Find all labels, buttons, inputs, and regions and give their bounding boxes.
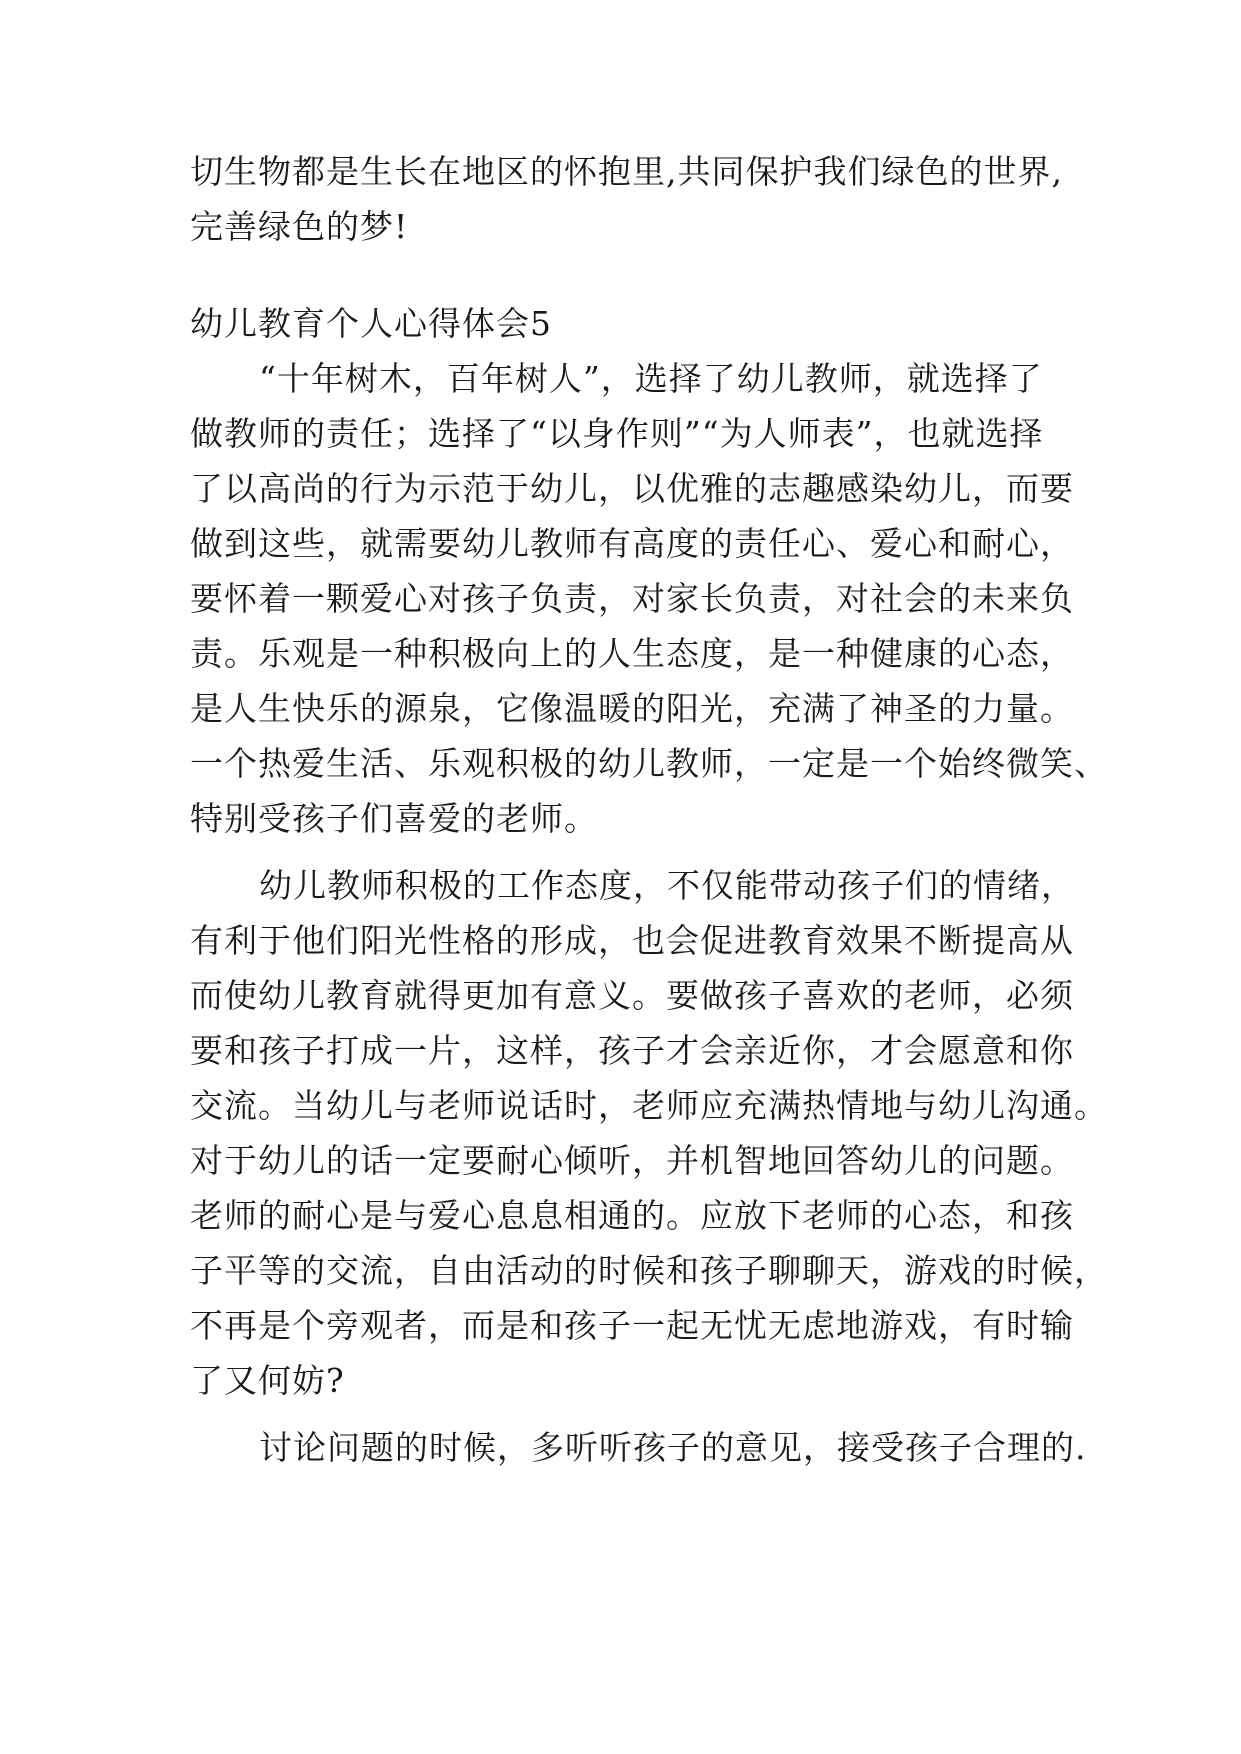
- text-line: 完善绿色的梦!: [190, 207, 409, 246]
- text-line: 幼儿教师积极的工作态度，不仅能带动孩子们的情绪，: [259, 866, 1075, 905]
- text-line: 切生物都是生长在地区的怀抱里,共同保护我们绿色的世界,: [190, 152, 1063, 191]
- text-line: 是人生快乐的源泉，它像温暖的阳光，充满了神圣的力量。: [190, 689, 1074, 728]
- text-line: 责。乐观是一种积极向上的人生态度，是一种健康的心态，: [190, 634, 1074, 673]
- text-line: 特别受孩子们喜爱的老师。: [190, 799, 598, 838]
- text-line: 做教师的责任；选择了“以身作则”“为人师表”，也就选择: [190, 414, 1044, 453]
- text-line: 老师的耐心是与爱心息息相通的。应放下老师的心态，和孩: [190, 1196, 1074, 1235]
- text-line: 讨论问题的时候，多听听孩子的意见，接受孩子合理的.: [259, 1428, 1087, 1467]
- text-line: 一个热爱生活、乐观积极的幼儿教师，一定是一个始终微笑、: [190, 744, 1108, 783]
- section-title: 幼儿教育个人心得体会5: [190, 304, 552, 343]
- text-line: 对于幼儿的话一定要耐心倾听，并机智地回答幼儿的问题。: [190, 1141, 1074, 1180]
- text-line: 要怀着一颗爱心对孩子负责，对家长负责，对社会的未来负: [190, 579, 1074, 618]
- text-line: 子平等的交流，自由活动的时候和孩子聊聊天，游戏的时候，: [190, 1251, 1108, 1290]
- text-line: 交流。当幼儿与老师说话时，老师应充满热情地与幼儿沟通。: [190, 1086, 1108, 1125]
- text-line: 有利于他们阳光性格的形成，也会促进教育效果不断提高从: [190, 921, 1074, 960]
- text-line: 了又何妨?: [190, 1361, 345, 1400]
- text-line: 不再是个旁观者，而是和孩子一起无忧无虑地游戏，有时输: [190, 1306, 1074, 1345]
- text-line: 要和孩子打成一片，这样，孩子才会亲近你，才会愿意和你: [190, 1031, 1074, 1070]
- text-line: 而使幼儿教育就得更加有意义。要做孩子喜欢的老师，必须: [190, 976, 1074, 1015]
- text-line: “十年树木，百年树人”，选择了幼儿教师，就选择了: [259, 359, 1043, 398]
- text-line: 做到这些，就需要幼儿教师有高度的责任心、爱心和耐心，: [190, 524, 1074, 563]
- text-line: 了以高尚的行为示范于幼儿，以优雅的志趣感染幼儿，而要: [190, 469, 1074, 508]
